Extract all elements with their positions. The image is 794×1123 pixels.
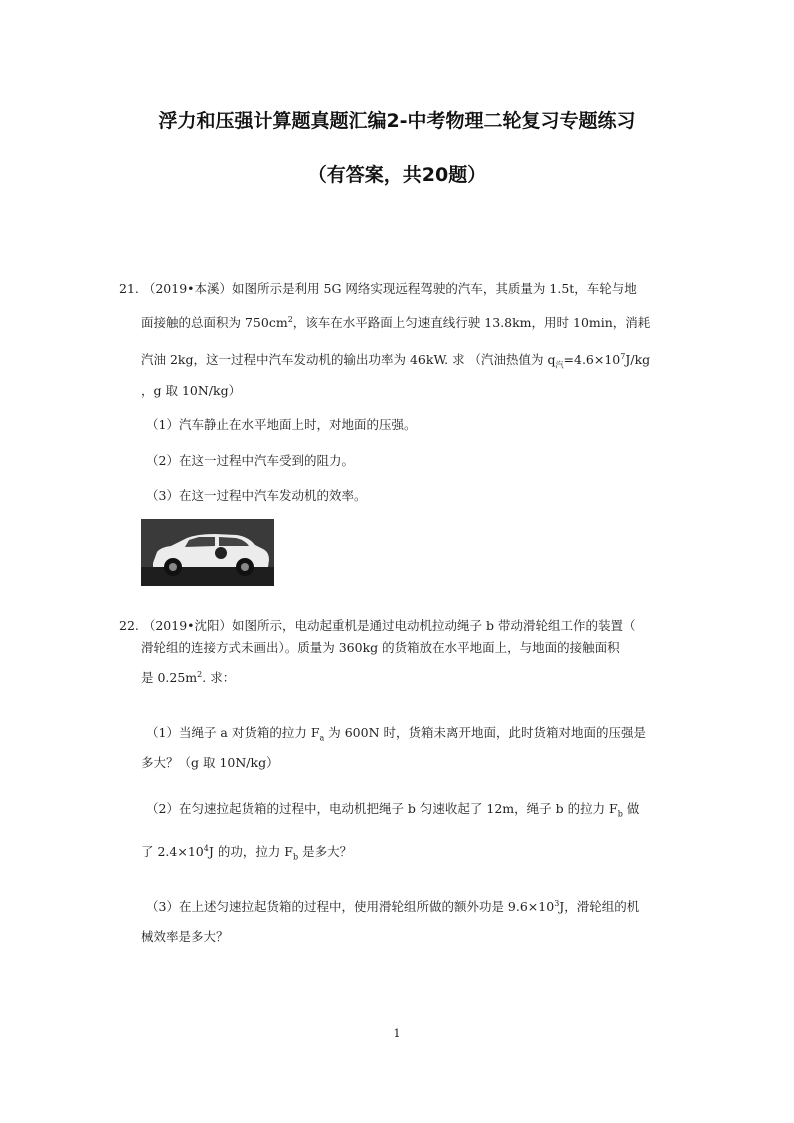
q22-part3: （3）在上述匀速拉起货箱的过程中，使用滑轮组所做的额外功是 $9.6\times 10^3J$，滑轮组的机 xyxy=(146,898,640,914)
car-photo xyxy=(141,519,274,586)
q21-part3: （3）在这一过程中汽车发动机的效率。 xyxy=(146,488,367,503)
page-number: 1 xyxy=(393,1027,401,1040)
q22-part1: （1）当绳子 a 对货箱的拉力 $F_a$ 为 600N 时，货箱未离开地面，此时货箱对地面的压强是 xyxy=(146,725,646,743)
q22-line2: 滑轮组的连接方式未画出）。质量为 360kg 的货箱放在水平地面上，与地面的接触面积 xyxy=(141,640,620,655)
q22-line3: 是 $0.25m^2$. 求： xyxy=(141,669,236,685)
q22-part2-cont: 了 $2.4\times 10^4J$ 的功，拉力 $F_b$ 是多大？ xyxy=(141,843,353,862)
page-title: 浮力和压强计算题真题汇编2-中考物理二轮复习专题练习 xyxy=(158,110,636,132)
q22-part2: （2）在匀速拉起货箱的过程中，电动机把绳子 b 匀速收起了 12m，绳子 b 的拉力 $F_b$ 做 xyxy=(146,801,640,819)
q21-line1: 21. （2019•本溪）如图所示是利用 5G 网络实现远程驾驶的汽车，其质量为 1.5t，车轮与地 xyxy=(119,281,637,296)
car-illustration xyxy=(141,519,274,586)
q22-part3-cont: 械效率是多大？ xyxy=(141,929,229,944)
q21-part2: （2）在这一过程中汽车受到的阻力。 xyxy=(146,453,354,468)
q21-part1: （1）汽车静止在水平地面上时，对地面的压强。 xyxy=(146,417,417,432)
q22-part1-cont: 多大？（g 取 10N/kg） xyxy=(141,755,279,770)
page-subtitle: （有答案，共20题） xyxy=(307,164,487,186)
q22-line1: 22. （2019•沈阳）如图所示，电动起重机是通过电动机拉动绳子 b 带动滑轮组工作的装置（ xyxy=(119,618,636,633)
q21-line2: 面接触的总面积为 $750cm^2$，该车在水平路面上匀速直线行驶 13.8km，用时 10min，消耗 xyxy=(141,314,651,330)
q21-line4: ，g 取 10N/kg） xyxy=(141,383,242,398)
q21-line3: 汽油 2kg，这一过程中汽车发动机的输出功率为 46kW. 求 （汽油热值为 $q_汽=4.6\times 10^7J/kg$ xyxy=(141,351,651,370)
